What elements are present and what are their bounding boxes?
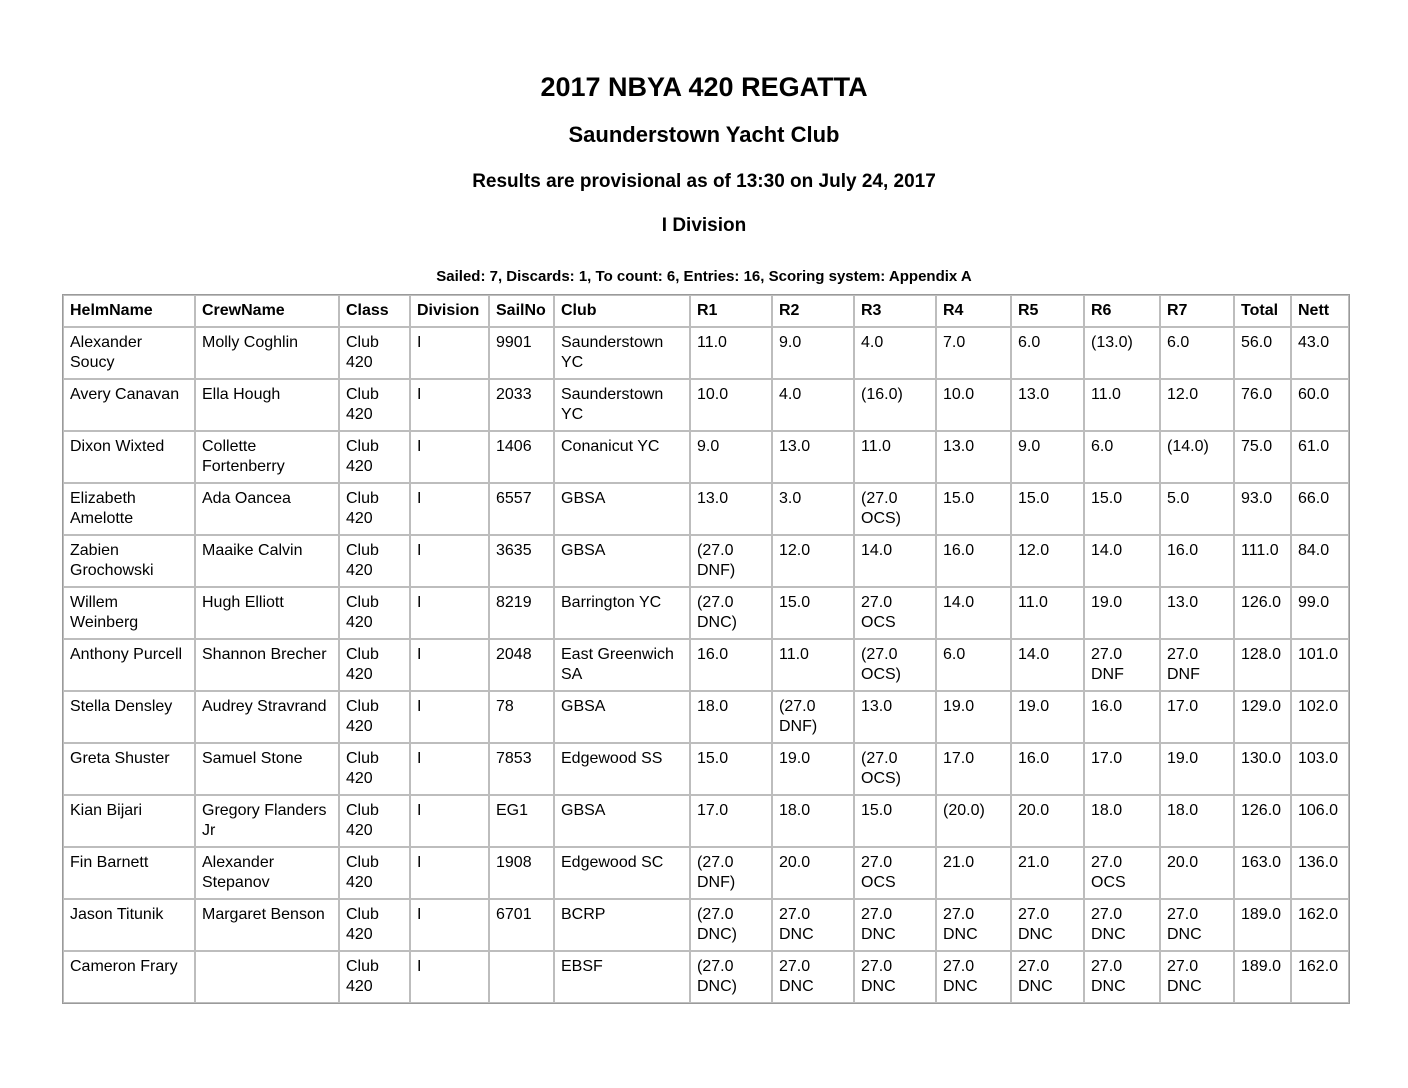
cell-r1: 15.0 [690,743,772,795]
cell-r4: 10.0 [936,379,1011,431]
cell-r4: 17.0 [936,743,1011,795]
cell-class: Club 420 [339,327,410,379]
cell-nett: 101.0 [1291,639,1349,691]
cell-nett: 162.0 [1291,951,1349,1003]
cell-total: 163.0 [1234,847,1291,899]
cell-r2: 13.0 [772,431,854,483]
column-header-r7: R7 [1160,295,1234,327]
cell-r4: (20.0) [936,795,1011,847]
cell-r6: 11.0 [1084,379,1160,431]
cell-r1: 16.0 [690,639,772,691]
cell-helmname: Elizabeth Amelotte [63,483,195,535]
table-row [63,587,1349,639]
cell-r3: 14.0 [854,535,936,587]
cell-r5: 14.0 [1011,639,1084,691]
cell-crewname: Samuel Stone [195,743,339,795]
cell-r7: 13.0 [1160,587,1234,639]
cell-nett: 84.0 [1291,535,1349,587]
cell-r4: 6.0 [936,639,1011,691]
cell-division: I [410,899,489,951]
cell-r7: 19.0 [1160,743,1234,795]
table-row [63,639,1349,691]
cell-class: Club 420 [339,743,410,795]
cell-r4: 14.0 [936,587,1011,639]
venue-heading: Saunderstown Yacht Club [568,122,840,147]
cell-r6: 27.0 DNF [1084,639,1160,691]
cell-nett: 102.0 [1291,691,1349,743]
cell-r3: (16.0) [854,379,936,431]
column-header-r3: R3 [854,295,936,327]
cell-total: 56.0 [1234,327,1291,379]
cell-r5: 21.0 [1011,847,1084,899]
cell-r7: 27.0 DNF [1160,639,1234,691]
table-row [63,795,1349,847]
cell-r2: 11.0 [772,639,854,691]
cell-r7: 27.0 DNC [1160,951,1234,1003]
cell-total: 93.0 [1234,483,1291,535]
cell-sailno: 2048 [489,639,554,691]
cell-total: 128.0 [1234,639,1291,691]
cell-r4: 15.0 [936,483,1011,535]
cell-nett: 61.0 [1291,431,1349,483]
cell-sailno: 6557 [489,483,554,535]
cell-r4: 21.0 [936,847,1011,899]
cell-division: I [410,847,489,899]
cell-r1: 13.0 [690,483,772,535]
cell-nett: 106.0 [1291,795,1349,847]
table-row [63,431,1349,483]
cell-r5: 19.0 [1011,691,1084,743]
cell-r6: 18.0 [1084,795,1160,847]
cell-r4: 27.0 DNC [936,951,1011,1003]
cell-sailno: 6701 [489,899,554,951]
cell-crewname: Margaret Benson [195,899,339,951]
cell-helmname: Zabien Grochowski [63,535,195,587]
cell-r1: 17.0 [690,795,772,847]
cell-r1: 10.0 [690,379,772,431]
cell-sailno: 1908 [489,847,554,899]
table-body [63,327,1349,1003]
cell-sailno [489,951,554,1003]
cell-r6: 27.0 DNC [1084,899,1160,951]
cell-sailno: 1406 [489,431,554,483]
column-header-club: Club [554,295,690,327]
column-header-division: Division [410,295,489,327]
cell-crewname [195,951,339,1003]
cell-r1: (27.0 DNC) [690,899,772,951]
cell-r4: 7.0 [936,327,1011,379]
cell-division: I [410,431,489,483]
page-title: 2017 NBYA 420 REGATTA [540,72,868,102]
cell-crewname: Gregory Flanders Jr [195,795,339,847]
cell-class: Club 420 [339,535,410,587]
cell-r4: 19.0 [936,691,1011,743]
cell-helmname: Jason Titunik [63,899,195,951]
cell-r5: 11.0 [1011,587,1084,639]
column-header-r2: R2 [772,295,854,327]
cell-r3: (27.0 OCS) [854,639,936,691]
cell-club: Barrington YC [554,587,690,639]
cell-total: 189.0 [1234,951,1291,1003]
cell-r5: 15.0 [1011,483,1084,535]
cell-r6: 17.0 [1084,743,1160,795]
cell-class: Club 420 [339,639,410,691]
cell-r4: 16.0 [936,535,1011,587]
cell-nett: 66.0 [1291,483,1349,535]
column-header-nett: Nett [1291,295,1349,327]
cell-total: 126.0 [1234,587,1291,639]
cell-class: Club 420 [339,951,410,1003]
cell-r2: 3.0 [772,483,854,535]
cell-r5: 20.0 [1011,795,1084,847]
cell-r7: 20.0 [1160,847,1234,899]
cell-crewname: Maaike Calvin [195,535,339,587]
column-header-r5: R5 [1011,295,1084,327]
cell-r7: 6.0 [1160,327,1234,379]
cell-r7: 16.0 [1160,535,1234,587]
cell-sailno: 78 [489,691,554,743]
cell-club: GBSA [554,483,690,535]
column-header-sailno: SailNo [489,295,554,327]
cell-crewname: Ada Oancea [195,483,339,535]
cell-club: Conanicut YC [554,431,690,483]
cell-r1: (27.0 DNC) [690,587,772,639]
cell-r3: (27.0 OCS) [854,483,936,535]
cell-total: 126.0 [1234,795,1291,847]
cell-total: 111.0 [1234,535,1291,587]
cell-r3: 4.0 [854,327,936,379]
cell-r2: 12.0 [772,535,854,587]
cell-sailno: 9901 [489,327,554,379]
cell-nett: 103.0 [1291,743,1349,795]
cell-helmname: Stella Densley [63,691,195,743]
cell-r4: 13.0 [936,431,1011,483]
cell-r5: 16.0 [1011,743,1084,795]
cell-helmname: Avery Canavan [63,379,195,431]
cell-r6: 14.0 [1084,535,1160,587]
cell-r2: 27.0 DNC [772,899,854,951]
column-header-helmname: HelmName [63,295,195,327]
cell-helmname: Greta Shuster [63,743,195,795]
cell-r2: 9.0 [772,327,854,379]
cell-total: 76.0 [1234,379,1291,431]
cell-total: 189.0 [1234,899,1291,951]
cell-nett: 162.0 [1291,899,1349,951]
cell-club: BCRP [554,899,690,951]
cell-nett: 136.0 [1291,847,1349,899]
column-header-r4: R4 [936,295,1011,327]
cell-class: Club 420 [339,847,410,899]
table-header-row [63,295,1349,327]
cell-class: Club 420 [339,483,410,535]
cell-r7: 17.0 [1160,691,1234,743]
cell-club: GBSA [554,691,690,743]
cell-r7: 18.0 [1160,795,1234,847]
cell-r1: 11.0 [690,327,772,379]
cell-r5: 13.0 [1011,379,1084,431]
series-summary: Sailed: 7, Discards: 1, To count: 6, Entries: 16, Scoring system: Appendix A [436,268,972,285]
table-row [63,535,1349,587]
cell-r7: 12.0 [1160,379,1234,431]
cell-total: 75.0 [1234,431,1291,483]
cell-sailno: 3635 [489,535,554,587]
table-row [63,951,1349,1003]
cell-r5: 12.0 [1011,535,1084,587]
cell-class: Club 420 [339,431,410,483]
cell-r6: 15.0 [1084,483,1160,535]
cell-r7: 5.0 [1160,483,1234,535]
cell-class: Club 420 [339,587,410,639]
cell-club: GBSA [554,535,690,587]
cell-helmname: Cameron Frary [63,951,195,1003]
cell-helmname: Alexander Soucy [63,327,195,379]
cell-helmname: Kian Bijari [63,795,195,847]
cell-r6: 6.0 [1084,431,1160,483]
cell-helmname: Willem Weinberg [63,587,195,639]
cell-crewname: Audrey Stravrand [195,691,339,743]
cell-r6: 27.0 DNC [1084,951,1160,1003]
column-header-total: Total [1234,295,1291,327]
cell-r3: 27.0 DNC [854,951,936,1003]
cell-class: Club 420 [339,795,410,847]
cell-division: I [410,483,489,535]
cell-total: 130.0 [1234,743,1291,795]
cell-club: EBSF [554,951,690,1003]
provisional-status: Results are provisional as of 13:30 on July 24, 2017 [472,171,936,192]
table-row [63,899,1349,951]
cell-crewname: Ella Hough [195,379,339,431]
column-header-r1: R1 [690,295,772,327]
cell-r6: 19.0 [1084,587,1160,639]
cell-r5: 27.0 DNC [1011,951,1084,1003]
results-table [62,294,1350,1004]
cell-sailno: EG1 [489,795,554,847]
cell-r1: 18.0 [690,691,772,743]
cell-r6: 27.0 OCS [1084,847,1160,899]
column-header-class: Class [339,295,410,327]
cell-helmname: Anthony Purcell [63,639,195,691]
cell-division: I [410,743,489,795]
cell-r3: 27.0 DNC [854,899,936,951]
cell-division: I [410,379,489,431]
cell-division: I [410,535,489,587]
cell-r7: 27.0 DNC [1160,899,1234,951]
cell-division: I [410,951,489,1003]
cell-division: I [410,327,489,379]
cell-club: GBSA [554,795,690,847]
cell-r3: (27.0 OCS) [854,743,936,795]
cell-r2: 18.0 [772,795,854,847]
division-heading: I Division [661,215,747,236]
cell-class: Club 420 [339,899,410,951]
column-header-r6: R6 [1084,295,1160,327]
table-row [63,847,1349,899]
cell-r3: 11.0 [854,431,936,483]
cell-r6: 16.0 [1084,691,1160,743]
column-header-crewname: CrewName [195,295,339,327]
cell-r2: 15.0 [772,587,854,639]
cell-club: Saunderstown YC [554,327,690,379]
cell-division: I [410,691,489,743]
cell-division: I [410,795,489,847]
cell-nett: 60.0 [1291,379,1349,431]
cell-r6: (13.0) [1084,327,1160,379]
cell-r3: 13.0 [854,691,936,743]
cell-nett: 43.0 [1291,327,1349,379]
cell-r1: (27.0 DNF) [690,847,772,899]
table-row [63,379,1349,431]
cell-crewname: Alexander Stepanov [195,847,339,899]
cell-sailno: 2033 [489,379,554,431]
table-row [63,483,1349,535]
cell-r1: (27.0 DNC) [690,951,772,1003]
cell-r1: (27.0 DNF) [690,535,772,587]
cell-r3: 27.0 OCS [854,847,936,899]
cell-r1: 9.0 [690,431,772,483]
table-row [63,327,1349,379]
cell-club: Saunderstown YC [554,379,690,431]
cell-r5: 6.0 [1011,327,1084,379]
cell-club: Edgewood SC [554,847,690,899]
cell-r2: 19.0 [772,743,854,795]
cell-r3: 15.0 [854,795,936,847]
cell-crewname: Hugh Elliott [195,587,339,639]
cell-r5: 9.0 [1011,431,1084,483]
cell-r2: (27.0 DNF) [772,691,854,743]
table-row [63,691,1349,743]
cell-crewname: Collette Fortenberry [195,431,339,483]
cell-r2: 27.0 DNC [772,951,854,1003]
cell-crewname: Shannon Brecher [195,639,339,691]
cell-r2: 20.0 [772,847,854,899]
cell-nett: 99.0 [1291,587,1349,639]
cell-r7: (14.0) [1160,431,1234,483]
cell-r2: 4.0 [772,379,854,431]
cell-sailno: 8219 [489,587,554,639]
cell-r5: 27.0 DNC [1011,899,1084,951]
cell-r3: 27.0 OCS [854,587,936,639]
cell-sailno: 7853 [489,743,554,795]
cell-club: Edgewood SS [554,743,690,795]
cell-crewname: Molly Coghlin [195,327,339,379]
cell-total: 129.0 [1234,691,1291,743]
cell-helmname: Fin Barnett [63,847,195,899]
cell-division: I [410,639,489,691]
cell-class: Club 420 [339,691,410,743]
cell-division: I [410,587,489,639]
cell-club: East Greenwich SA [554,639,690,691]
cell-class: Club 420 [339,379,410,431]
table-row [63,743,1349,795]
cell-helmname: Dixon Wixted [63,431,195,483]
cell-r4: 27.0 DNC [936,899,1011,951]
